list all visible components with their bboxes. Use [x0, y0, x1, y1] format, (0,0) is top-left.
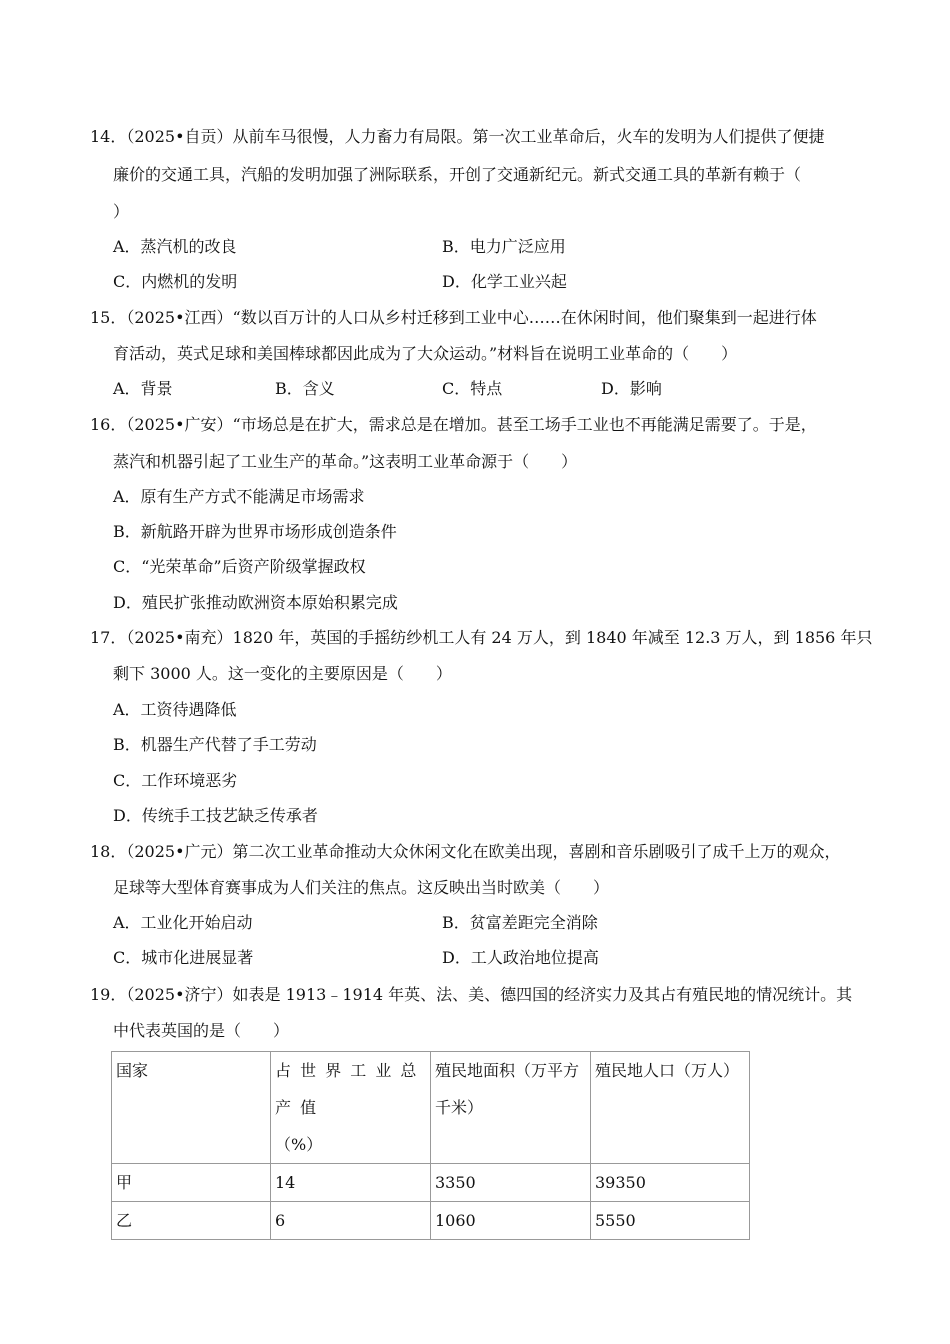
- table-header-cell: 占 世 界 工 业 总 产 值 （%）: [271, 1052, 431, 1164]
- option-d[interactable]: D．殖民扩张推动欧洲资本原始积累完成: [113, 593, 398, 612]
- table-cell: 3350: [431, 1164, 591, 1202]
- table-row: [112, 1164, 750, 1202]
- table-header-cell: 国家: [112, 1052, 271, 1164]
- question-number: 19．: [90, 985, 127, 1004]
- table-cell: 39350: [591, 1164, 750, 1202]
- question-15-line-1: 15．（2025•江西）“数以百万计的人口从乡村迁移到工业中心……在休闲时间，他们聚集到一起进行体: [90, 308, 817, 327]
- option-a[interactable]: A．蒸汽机的改良: [113, 237, 237, 256]
- option-c[interactable]: C．“光荣革命”后资产阶级掌握政权: [113, 557, 366, 576]
- question-17-line-2: 剩下 3000 人。这一变化的主要原因是（ ）: [113, 664, 452, 683]
- option-b[interactable]: B．贫富差距完全消除: [442, 913, 598, 932]
- option-d[interactable]: D．传统手工技艺缺乏传承者: [113, 806, 318, 825]
- question-19-line-1: 19．（2025•济宁）如表是 1913﹣1914 年英、法、美、德四国的经济实力及其占有殖民地的情况统计。其: [90, 985, 853, 1004]
- question-15-line-2: 育活动，英式足球和美国棒球都因此成为了大众运动。”材料旨在说明工业革命的（ ）: [113, 344, 738, 363]
- option-c[interactable]: C．工作环境恶劣: [113, 771, 238, 790]
- question-19-line-2: 中代表英国的是（ ）: [113, 1021, 290, 1040]
- table-row: [112, 1202, 750, 1240]
- question-number: 16．: [90, 415, 127, 434]
- table-cell: 1060: [431, 1202, 591, 1240]
- question-16-line-2: 蒸汽和机器引起了工业生产的革命。”这表明工业革命源于（ ）: [113, 452, 578, 471]
- table-cell: 14: [271, 1164, 431, 1202]
- option-a[interactable]: A．原有生产方式不能满足市场需求: [113, 487, 365, 506]
- option-b[interactable]: B．电力广泛应用: [442, 237, 566, 256]
- question-18-line-1: 18．（2025•广元）第二次工业革命推动大众休闲文化在欧美出现，喜剧和音乐剧吸引了成千上万的观众，: [90, 842, 841, 861]
- option-d[interactable]: D．工人政治地位提高: [442, 948, 599, 967]
- option-c[interactable]: C．特点: [442, 379, 503, 398]
- table-cell: 6: [271, 1202, 431, 1240]
- question-17-line-1: 17．（2025•南充）1820 年，英国的手摇纺纱机工人有 24 万人，到 1840 年减至 12.3 万人，到 1856 年只: [90, 628, 873, 647]
- option-b[interactable]: B．机器生产代替了手工劳动: [113, 735, 317, 754]
- option-d[interactable]: D．化学工业兴起: [442, 272, 567, 291]
- statistics-table: [111, 1051, 750, 1240]
- table-header-row: [112, 1052, 750, 1164]
- question-number: 17．: [90, 628, 127, 647]
- table-cell: 甲: [112, 1164, 271, 1202]
- option-b[interactable]: B．新航路开辟为世界市场形成创造条件: [113, 522, 397, 541]
- table-header-cell: 殖民地人口（万人）: [591, 1052, 750, 1164]
- question-14-line-1: 14．（2025•自贡）从前车马很慢，人力畜力有局限。第一次工业革命后，火车的发明为人们提供了便捷: [90, 127, 825, 146]
- option-a[interactable]: A．工业化开始启动: [113, 913, 253, 932]
- question-16-line-1: 16．（2025•广安）“市场总是在扩大，需求总是在增加。甚至工场手工业也不再能满足需要了。于是，: [90, 415, 817, 434]
- question-number: 14．: [90, 127, 127, 146]
- table-cell: 5550: [591, 1202, 750, 1240]
- table-header-cell: 殖民地面积（万平方 千米）: [431, 1052, 591, 1164]
- question-14-line-2: 廉价的交通工具，汽船的发明加强了洲际联系，开创了交通新纪元。新式交通工具的革新有赖于（: [113, 165, 802, 184]
- question-number: 15．: [90, 308, 127, 327]
- question-18-line-2: 足球等大型体育赛事成为人们关注的焦点。这反映出当时欧美（ ）: [113, 878, 610, 897]
- table-cell: 乙: [112, 1202, 271, 1240]
- option-a[interactable]: A．工资待遇降低: [113, 700, 237, 719]
- question-number: 18．: [90, 842, 127, 861]
- option-a[interactable]: A．背景: [113, 379, 173, 398]
- option-c[interactable]: C．城市化进展显著: [113, 948, 254, 967]
- option-b[interactable]: B．含义: [275, 379, 335, 398]
- option-d[interactable]: D．影响: [601, 379, 662, 398]
- option-c[interactable]: C．内燃机的发明: [113, 272, 238, 291]
- question-14-line-3: ）: [113, 202, 130, 221]
